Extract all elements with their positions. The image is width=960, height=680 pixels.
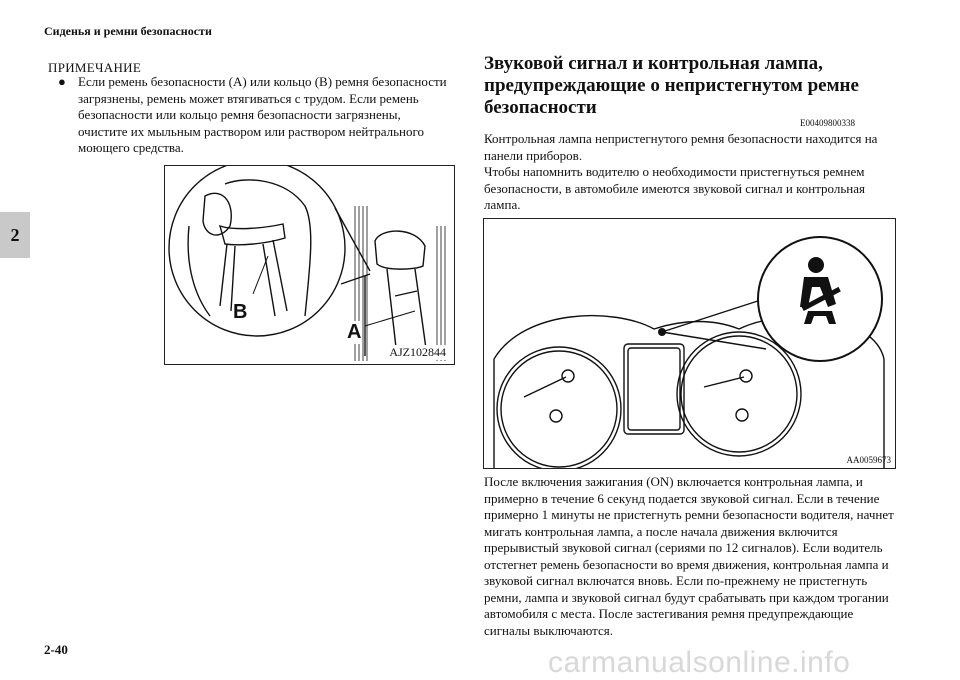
section-code: E00409800338 [800, 118, 855, 128]
label-b: B [233, 301, 248, 323]
watermark: carmanualsonline.info [548, 646, 851, 679]
figure-code: AJZ102844 [389, 345, 446, 359]
paragraph-3: После включения зажигания (ON) включается контрольная лампа, и примерно в течение 6 секунд подается звуковой сигнал. Если в течение примерно 1 минуты не пристегнуть ремни безопасности водителя, начнет мигать контрольная лампа, а после начала движения включится прерывистый звуковой сигнал (сериями по 12 сигналов). Если водитель отстегнет ремень безопасности во время движения, контрольная лампа и звуковой сигнал включатся вновь. Если по-прежнему не пристегнуть ремни, лампа и звуковой сигнал будут срабатывать при каждом трогании автомобиля с места. После застегивания ремня предупреждающие сигналы выключаются. [484, 474, 894, 638]
chapter-tab: 2 [0, 212, 30, 258]
magnifier-circle [169, 166, 345, 336]
paragraph-1: Контрольная лампа непристегнутого ремня безопасности находится на панели приборов. [484, 131, 878, 163]
label-a: A [347, 321, 362, 343]
page-number: 2-40 [44, 642, 68, 657]
figure2-code: AA0059673 [846, 455, 891, 465]
cluster-illustration [484, 219, 895, 468]
seatbelt-illustration [165, 166, 454, 364]
paragraph-2: Чтобы напомнить водителю о необходимости пристегнуться ремнем безопасности, в автомобиле имеются звуковой сигнал и контрольная лампа. [484, 164, 865, 212]
seatbelt-figure [164, 165, 455, 365]
note-title: ПРИМЕЧАНИЕ [48, 60, 142, 75]
note-body [58, 74, 453, 157]
instrument-cluster-figure [483, 218, 896, 469]
page-header: Сиденья и ремни безопасности [44, 24, 212, 38]
section-title: Звуковой сигнал и контрольная лампа, предупреждающие о непристегнутом ремне безопасности [484, 53, 859, 118]
note-text: Если ремень безопасности (А) или кольцо (В) ремня безопасности загрязнены, ремень может втягиваться с трудом. Если ремень безопасности или кольцо ремня безопасности загрязнены, очистите их мыльным раствором или раствором нейтрального моющего средства. [78, 74, 447, 155]
bullet-icon: ● [58, 74, 66, 89]
